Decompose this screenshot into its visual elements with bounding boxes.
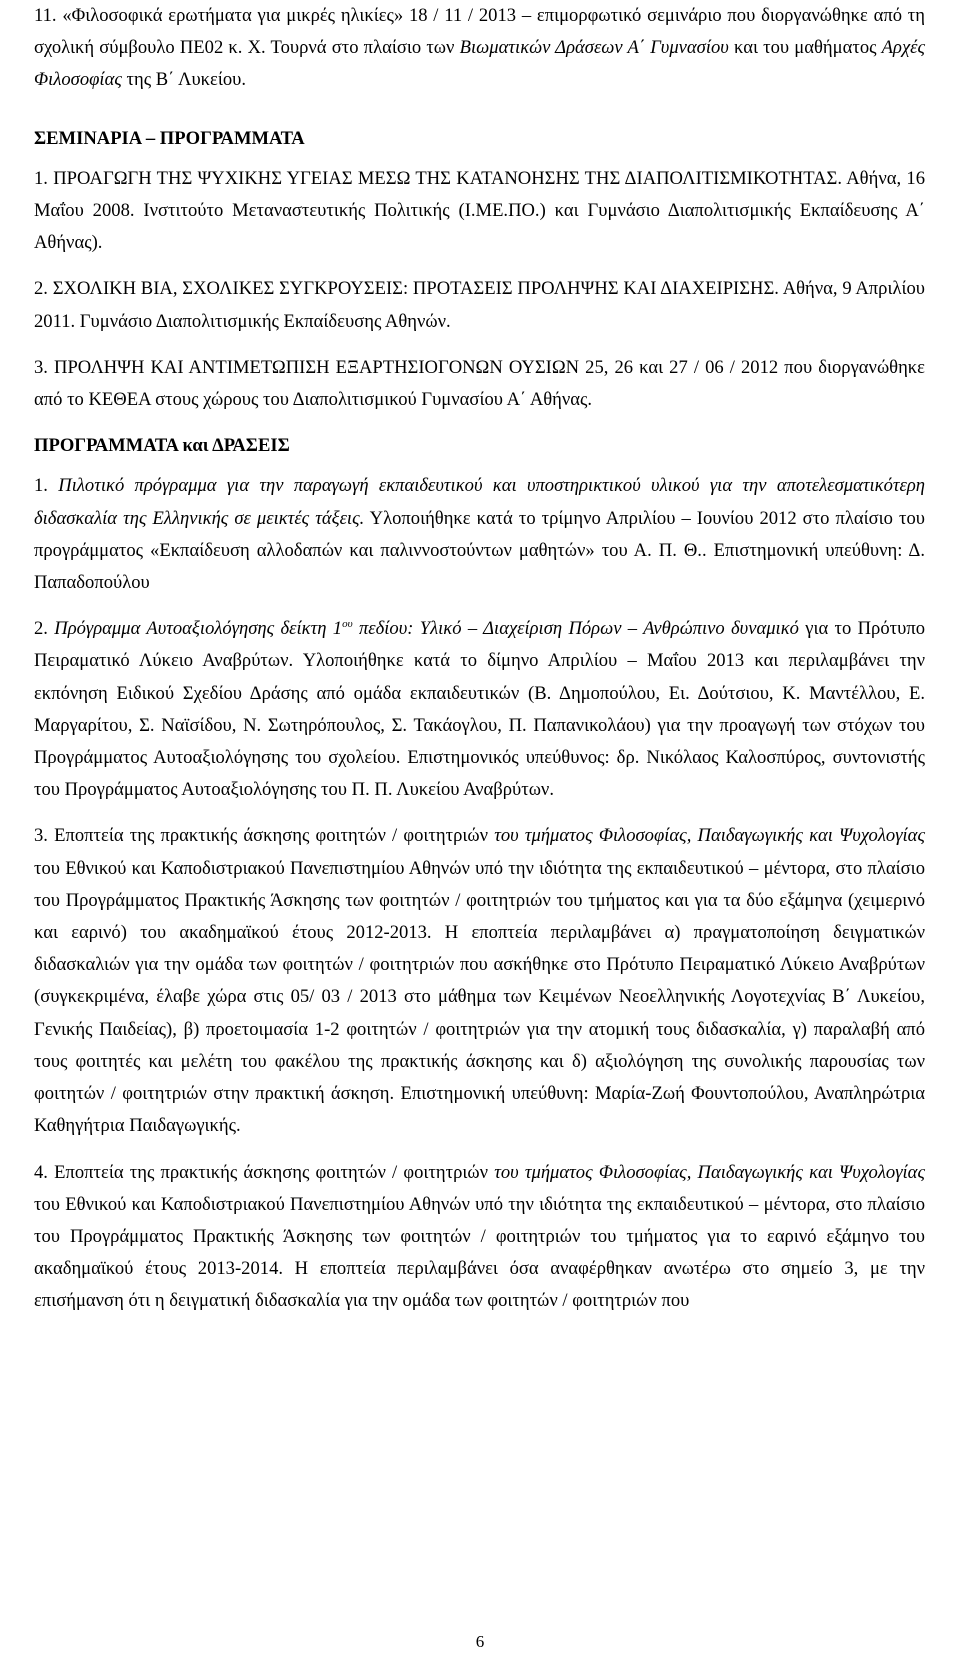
item-number: 2.: [34, 618, 55, 640]
intro-text: «Φιλοσοφικά ερωτήματα για μικρές ηλικίες» 18 / 11 / 2013 – επιμορφωτικό σεμινάριο που διοργανώθηκε από τη σχολική σύμβουλο ΠΕ02 κ. Χ. Τουρνά στο πλαίσιο των: [34, 5, 925, 59]
program-item-1: [34, 470, 925, 599]
intro-italic-course: Αρχές Φιλοσοφίας: [34, 37, 925, 91]
item-number: 1.: [34, 475, 59, 497]
seminar-item-2: 2. ΣΧΟΛΙΚΗ ΒΙΑ, ΣΧΟΛΙΚΕΣ ΣΥΓΚΡΟΥΣΕΙΣ: ΠΡΟΤΑΣΕΙΣ ΠΡΟΛΗΨΗΣ ΚΑΙ ΔΙΑΧΕΙΡΙΣΗΣ. Αθήνα, 9 Απριλίου 2011. Γυμνάσιο Διαπολιτισμικής Εκπαίδευσης Αθηνών.: [34, 278, 925, 332]
document-page: [34, 0, 925, 1318]
program-3-text: 3. Εποπτεία της πρακτικής άσκησης φοιτητών / φοιτητριών: [34, 825, 495, 847]
program-3-department: του τμήματος Φιλοσοφίας, Παιδαγωγικής και Ψυχολογίας: [494, 825, 925, 847]
item-number: 11.: [34, 5, 57, 26]
program-1-text: Υλοποιήθηκε κατά το τρίμηνο Απριλίου – Ιουνίου 2012 στο πλαίσιο του προγράμματος «Εκπαίδευση αλλοδαπών και παλιννοστούντων μαθητών» του Α. Π. Θ.. Επιστημονική υπεύθυνη: Δ. Παπαδοπούλου: [34, 507, 925, 594]
intro-paragraph: [34, 0, 925, 97]
program-item-3: [34, 820, 925, 1142]
program-3-text: του Εθνικού και Καποδιστριακού Πανεπιστημίου Αθηνών υπό την ιδιότητα της εκπαιδευτικού – μέντορα, στο πλαίσιο του Προγράμματος Πρακτικής Άσκησης των φοιτητών / φοιτητριών του τμήματος και για τα δύο εξάμηνα (χειμερινό και εαρινό) του ακαδημαϊκού έτους 2012-2013. Η εποπτεία περιλαμβάνει α) πραγματοποίηση δειγματικών διδασκαλιών για την ομάδα των φοιτητών / φοιτητριών που ασκήθηκε στο Πρότυπο Πειραματικό Λύκειο Αναβρύτων (συγκεκριμένα, έλαβε χώρα στις 05/ 03 / 2013 στο μάθημα των Κειμένων Νεοελληνικής Λογοτεχνίας Β΄ Λυκείου, Γενικής Παιδείας), β) προετοιμασία 1-2 φοιτητών / φοιτητριών για την ατομική τους διδασκαλία, γ) παραλαβή από τους φοιτητές και μελέτη του φακέλου της πρακτικής άσκησης και δ) αξιολόγηση της συνολικής παρουσίας των φοιτητών / φοιτητριών στην πρακτική άσκηση. Επιστημονική υπεύθυνη: Μαρία-Ζωή Φουντοπούλου, Αναπληρώτρια Καθηγήτρια Παιδαγωγικής.: [34, 857, 925, 1137]
ordinal-superscript: ου: [342, 618, 353, 631]
seminars-heading: ΣΕΜΙΝΑΡΙΑ – ΠΡΟΓΡΑΜΜΑΤΑ: [34, 127, 305, 149]
intro-text: της Β΄ Λυκείου.: [121, 69, 246, 91]
program-2-text: για το Πρότυπο Πειραματικό Λύκειο Αναβρύτων. Υλοποιήθηκε κατά το δίμηνο Απριλίου – Μαΐου 2013 και περιλαμβάνει την εκπόνηση Ειδικού Σχεδίου Δράσης από ομάδα εκπαιδευτικών (Β. Δημοπούλου, Ει. Δούτσιου, Κ. Μαντέλλου, Ε. Μαργαρίτου, Σ. Ναϊσίδου, Ν. Σωτηρόπουλος, Σ. Τακάογλου, Π. Παπανικολάου) για την προαγωγή των στόχων του Προγράμματος Αυτοαξιολόγησης του σχολείου. Επιστημονικός υπεύθυνος: δρ. Νικόλαος Καλοσπύρος, συντονιστής του Προγράμματος Αυτοαξιολόγησης του Π. Π. Λυκείου Αναβρύτων.: [34, 618, 926, 801]
program-item-2: [34, 613, 925, 806]
program-item-4: [34, 1157, 925, 1318]
program-2-title-cont: πεδίου: Υλικό – Διαχείριση Πόρων – Ανθρώπινο δυναμικό: [352, 618, 799, 640]
program-4-text: του Εθνικού και Καποδιστριακού Πανεπιστημίου Αθηνών υπό την ιδιότητα της εκπαιδευτικού – μέντορα, στο πλαίσιο του Προγράμματος Πρακτικής Άσκησης των φοιτητών / φοιτητριών του τμήματος για το εαρινό εξάμηνο του ακαδημαϊκού έτους 2013-2014. Η εποπτεία περιλαμβάνει όσα αναφέρθηκαν ανωτέρω στο σημείο 3, με την επισήμανση ότι η δειγματική διδασκαλία για την ομάδα των φοιτητών / φοιτητριών που: [34, 1193, 925, 1312]
page-number: 6: [475, 1632, 485, 1651]
seminar-item-3: 3. ΠΡΟΛΗΨΗ ΚΑΙ ΑΝΤΙΜΕΤΩΠΙΣΗ ΕΞΑΡΤΗΣΙΟΓΟΝΩΝ ΟΥΣΙΩΝ 25, 26 και 27 / 06 / 2012 που διοργανώθηκε από το ΚΕΘΕΑ στους χώρους του Διαπολιτισμικού Γυμνασίου Α΄ Αθήνας.: [34, 356, 925, 411]
intro-italic-activity: Βιωματικών Δράσεων Α΄ Γυμνασίου: [459, 37, 729, 59]
program-1-title: Πιλοτικό πρόγραμμα για την παραγωγή εκπαιδευτικού και υποστηρικτικού υλικού για την αποτελεσματικότερη διδασκαλία της Ελληνικής σε μεικτές τάξεις.: [34, 475, 926, 529]
intro-text: και του μαθήματος: [728, 37, 882, 59]
program-4-department: του τμήματος Φιλοσοφίας, Παιδαγωγικής και Ψυχολογίας: [494, 1161, 925, 1183]
programs-heading: ΠΡΟΓΡΑΜΜΑΤΑ και ΔΡΑΣΕΙΣ: [34, 435, 290, 457]
seminar-item-1: 1. ΠΡΟΑΓΩΓΗ ΤΗΣ ΨΥΧΙΚΗΣ ΥΓΕΙΑΣ ΜΕΣΩ ΤΗΣ ΚΑΤΑΝΟΗΣΗΣ ΤΗΣ ΔΙΑΠΟΛΙΤΙΣΜΙΚΟΤΗΤΑΣ. Αθήνα, 16 Μαΐου 2008. Ινστιτούτο Μεταναστευτικής Πολιτικής (Ι.ΜΕ.ΠΟ.) και Γυμνάσιο Διαπολιτισμικής Εκπαίδευσης Α΄ Αθήνας).: [34, 167, 925, 254]
program-2-title: Πρόγραμμα Αυτοαξιολόγησης δείκτη 1: [54, 618, 343, 640]
program-4-text: 4. Εποπτεία της πρακτικής άσκησης φοιτητών / φοιτητριών: [34, 1161, 495, 1183]
